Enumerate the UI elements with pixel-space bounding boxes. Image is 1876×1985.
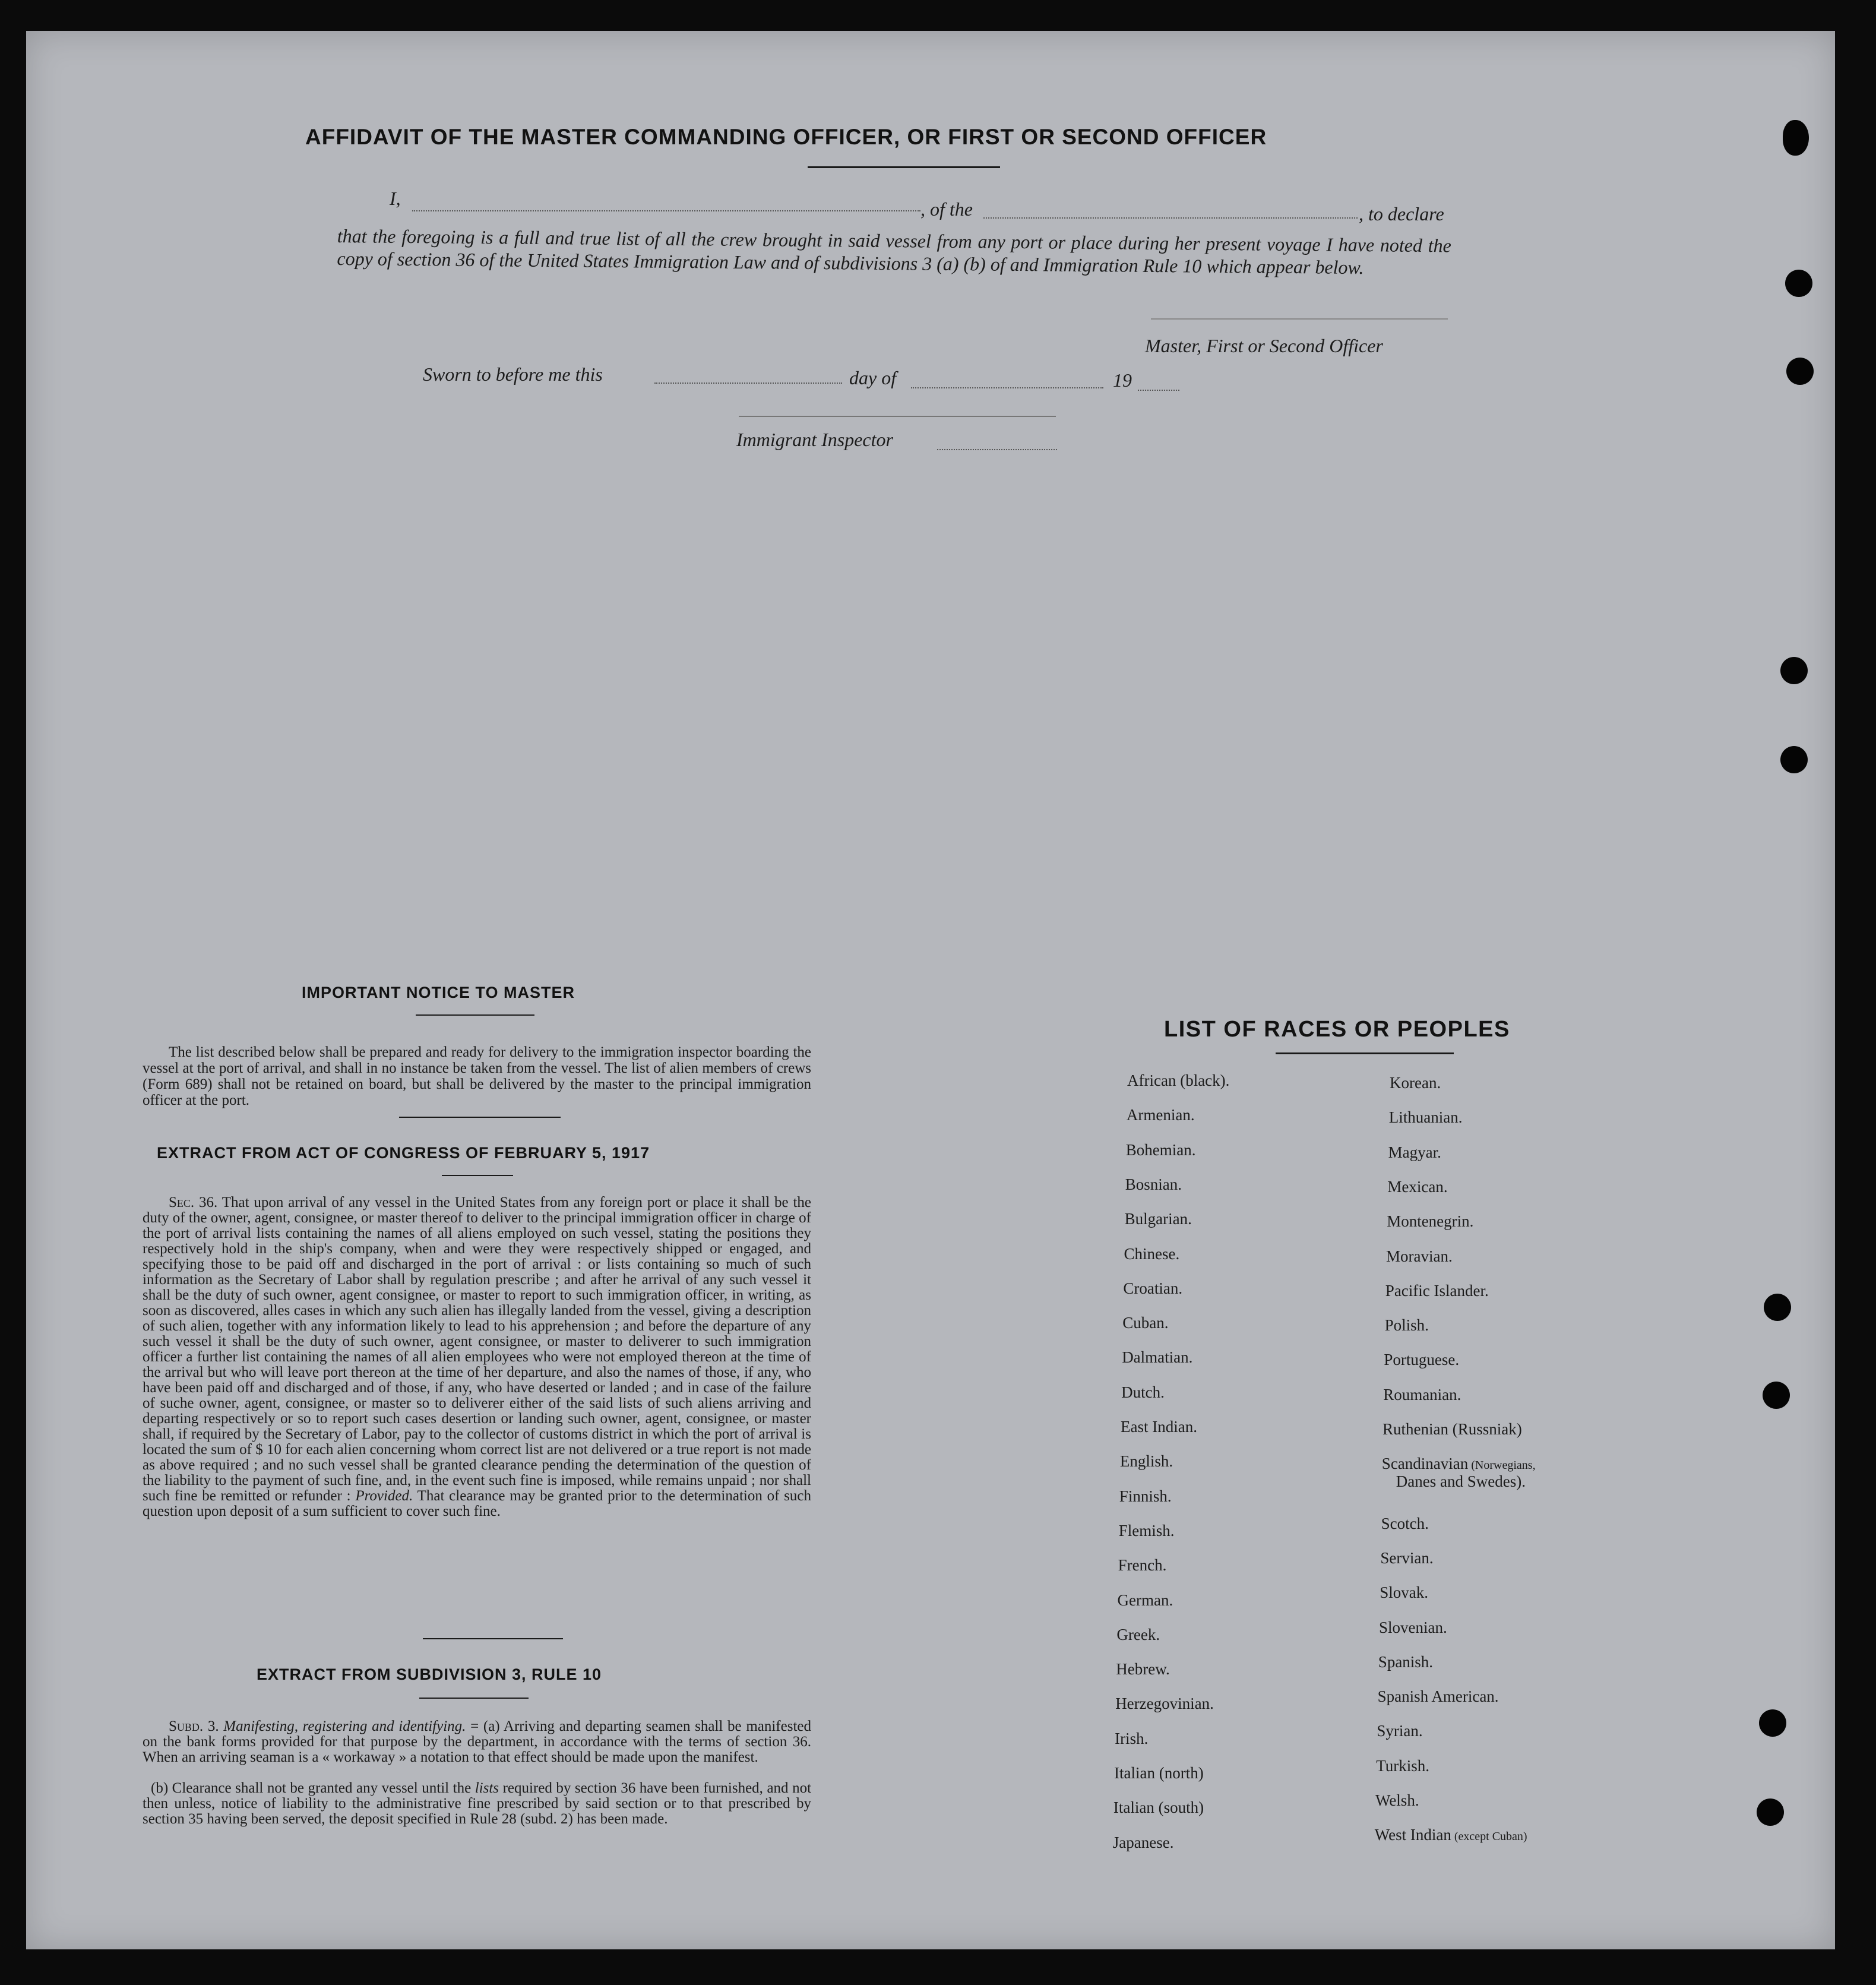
race-item: Slovenian. bbox=[1379, 1618, 1447, 1636]
signature-label: Master, First or Second Officer bbox=[1145, 335, 1383, 356]
race-item: West Indian (except Cuban) bbox=[1374, 1826, 1527, 1844]
race-item: Scotch. bbox=[1381, 1514, 1429, 1532]
rule-text-b bbox=[143, 1781, 811, 1827]
act-underline bbox=[442, 1175, 513, 1176]
punch-hole bbox=[1763, 1382, 1790, 1409]
act-provided: Provided. bbox=[355, 1488, 413, 1504]
race-item: Slovak. bbox=[1380, 1583, 1428, 1602]
race-item: English. bbox=[1119, 1452, 1173, 1471]
affidavit-name-blank[interactable] bbox=[412, 210, 920, 211]
rule-subd-label: Subd. 3. bbox=[169, 1718, 219, 1734]
race-item: Roumanian. bbox=[1383, 1385, 1461, 1404]
race-item: Lithuanian. bbox=[1388, 1108, 1463, 1127]
notice-title: IMPORTANT NOTICE TO MASTER bbox=[302, 984, 575, 1001]
race-item: Bosnian. bbox=[1125, 1175, 1182, 1193]
race-item: Montenegrin. bbox=[1387, 1212, 1474, 1231]
race-item: Armenian. bbox=[1126, 1106, 1195, 1124]
affidavit-to-declare-label: , to declare bbox=[1359, 203, 1444, 225]
year-prefix: 19 bbox=[1113, 369, 1132, 391]
day-of-label: day of bbox=[849, 367, 897, 388]
race-item: African (black). bbox=[1127, 1071, 1230, 1089]
race-item: Mexican. bbox=[1387, 1177, 1448, 1196]
scandinavian-note: (Norwegians, bbox=[1468, 1459, 1536, 1472]
affidavit-of-the-label: , of the bbox=[920, 198, 973, 220]
notice-text: The list described below shall be prepared and ready for delivery to the immigration inspector boarding the vessel at the port of arrival, and shall in no instance be taken from the vessel. The list of alien members of crews (Form 689) shall not be retained on board, but shall be delivered by the master to the principal immigration officer at the port. bbox=[143, 1044, 811, 1108]
race-item: Moravian. bbox=[1386, 1247, 1453, 1265]
races-title: LIST OF RACES OR PEOPLES bbox=[1164, 1017, 1510, 1042]
title-underline bbox=[808, 166, 1000, 168]
race-item: Spanish. bbox=[1378, 1652, 1434, 1671]
punch-hole bbox=[1786, 358, 1814, 385]
rule-b-body-2: required by section 36 have been furnished, and not then unless, notice of liability to the administrative fine prescribed by said section or to that prescribed by section 35 having been served, the deposit specified in Rule 28 (subd. 2) has been made. bbox=[143, 1780, 812, 1827]
act-rule bbox=[423, 1638, 563, 1639]
race-item: Ruthenian (Russniak) bbox=[1383, 1420, 1522, 1438]
race-item: Bohemian. bbox=[1125, 1140, 1196, 1159]
race-item: Polish. bbox=[1384, 1316, 1429, 1335]
race-item: Croatian. bbox=[1123, 1279, 1183, 1297]
race-item: Hebrew. bbox=[1116, 1660, 1170, 1679]
race-item: Korean. bbox=[1390, 1074, 1441, 1092]
sworn-label: Sworn to before me this bbox=[423, 364, 603, 385]
races-underline bbox=[1276, 1052, 1454, 1054]
race-item: Syrian. bbox=[1377, 1722, 1423, 1740]
punch-hole bbox=[1757, 1798, 1784, 1826]
race-item: Finnish. bbox=[1119, 1487, 1172, 1505]
inspector-label: Immigrant Inspector bbox=[736, 429, 893, 450]
rule-a-body: = (a) Arriving and departing seamen shall be manifested on the bank forms provided for that purpose by the department, in accordance with the terms of section 36. When an arriving seaman is a « workaway » a notation to that effect should be made upon the manifest. bbox=[143, 1718, 811, 1765]
race-item: Greek. bbox=[1116, 1625, 1160, 1643]
act-body-end: That clearance may be granted prior to the determination of such question upon deposit of a sum sufficient to cover such fine. bbox=[143, 1488, 812, 1519]
punch-hole bbox=[1785, 270, 1812, 297]
race-item: Irish. bbox=[1115, 1729, 1149, 1747]
race-item: Bulgarian. bbox=[1124, 1210, 1192, 1228]
west-indian-note: (except Cuban) bbox=[1451, 1830, 1527, 1844]
punch-hole bbox=[1780, 657, 1808, 684]
race-item: German. bbox=[1117, 1591, 1173, 1609]
race-item: Italian (south) bbox=[1113, 1798, 1204, 1817]
signature-blank[interactable] bbox=[1151, 318, 1448, 320]
punch-hole bbox=[1780, 746, 1808, 773]
affidavit-i-label: I, bbox=[390, 188, 401, 209]
race-item: Flemish. bbox=[1118, 1521, 1175, 1540]
race-item: Spanish American. bbox=[1377, 1687, 1499, 1706]
race-item: French. bbox=[1118, 1556, 1167, 1575]
document-page bbox=[26, 31, 1835, 1949]
race-item: Pacific Islander. bbox=[1385, 1281, 1489, 1300]
race-item: Servian. bbox=[1380, 1548, 1434, 1567]
rule-underline bbox=[419, 1698, 529, 1699]
affidavit-title: AFFIDAVIT OF THE MASTER COMMANDING OFFICER, OR FIRST OR SECOND OFFICER bbox=[305, 125, 1267, 149]
race-item: Cuban. bbox=[1122, 1314, 1169, 1332]
sworn-day-blank[interactable] bbox=[654, 383, 842, 384]
race-item: Dutch. bbox=[1121, 1383, 1165, 1401]
rule-title: EXTRACT FROM SUBDIVISION 3, RULE 10 bbox=[257, 1665, 602, 1683]
punch-hole bbox=[1764, 1294, 1791, 1321]
punch-hole bbox=[1783, 120, 1809, 156]
act-sec-label: Sec. 36. bbox=[169, 1194, 218, 1210]
race-item: Japanese. bbox=[1112, 1833, 1174, 1851]
scandinavian-note-line-2: Danes and Swedes). bbox=[1396, 1472, 1526, 1491]
race-item: Dalmatian. bbox=[1122, 1348, 1193, 1367]
inspector-name-blank[interactable] bbox=[937, 449, 1057, 450]
race-item: Magyar. bbox=[1388, 1143, 1441, 1161]
race-item: Chinese. bbox=[1124, 1244, 1180, 1263]
sworn-year-blank[interactable] bbox=[1138, 390, 1179, 391]
act-body: That upon arrival of any vessel in the United States from any foreign port or place it shall be the duty of the owner, agent, consignee, or master thereof to deliver to the principal immigration officer in charge of the port of arrival lists containing the names of all aliens employed on such vessel, stating the positions they respectively hold in the ship's company, when and were they were respectively shipped or engaged, and specifying those to be paid off and discharged in the port of arrival : or lists containing so much of such information as the Secretary of Labor shall by regulation prescribe ; and after he arrival of any such vessel it shall be the duty of such owner, agent consignee, or master to report to such immigration officer, in writing, as soon as discovered, alles cases in which any such alien has illegally landed from the vessel, giving a description of such alien, together with any information likely to lead to his apprehension ; and before the departure of any such vessel it shall be the duty of such owner, agent consignee, or master to deliverer to such immigration officer a further list containing the names of all alien employees who were not employed thereon at the time of the arrival but who will leave port thereon at the time of her departure, and also the names of those, if any, who have been paid off and discharged and of those, if any, who have deserted or landed ; and in case of the failure of suche owner, agent, consignee, or master so to deliverer either of the said lists of such aliens arriving and departing respectively or so to report such cases desertion or landing such owner, agent, consignee, or master shall, if required by the Secretary of Labor, pay to the collector of customs district in which the port of arrival is located the sum of $ 10 for each alien concerning whom correct list are not delivered or a true report is not made as above required ; and no such vessel shall be granted clearance pending the determination of the question of the liability to the payment of such fine, and, in the event such fine is imposed, while remains unpaid ; nor shall such fine be remitted or refunder : bbox=[143, 1194, 811, 1504]
race-item: Portuguese. bbox=[1384, 1351, 1460, 1369]
race-item: East Indian. bbox=[1121, 1418, 1197, 1436]
race-item: Italian (north) bbox=[1114, 1764, 1204, 1782]
race-item: Scandinavian (Norwegians, bbox=[1381, 1455, 1536, 1473]
notice-rule bbox=[399, 1117, 561, 1118]
notice-underline bbox=[416, 1014, 534, 1016]
affidavit-vessel-blank[interactable] bbox=[983, 217, 1358, 219]
punch-hole bbox=[1759, 1709, 1786, 1737]
rule-subd-heading: Manifesting, registering and identifying. bbox=[223, 1718, 466, 1734]
rule-b-lists: lists bbox=[474, 1780, 499, 1796]
act-title: EXTRACT FROM ACT OF CONGRESS OF FEBRUARY 5, 1917 bbox=[157, 1144, 650, 1162]
sworn-month-blank[interactable] bbox=[911, 387, 1103, 388]
act-text bbox=[143, 1195, 811, 1519]
race-item: Welsh. bbox=[1375, 1791, 1419, 1809]
inspector-sign-blank[interactable] bbox=[739, 416, 1056, 417]
rule-text-a bbox=[143, 1719, 811, 1765]
race-item: Turkish. bbox=[1376, 1756, 1429, 1775]
race-item: Herzegovinian. bbox=[1115, 1695, 1214, 1713]
rule-b-body-1: (b) Clearance shall not be granted any vessel until the bbox=[151, 1780, 472, 1796]
affidavit-body: that the foregoing is a full and true list of all the crew brought in said vessel from any port or place during her present voyage I have noted the copy of section 36 of the United States Immigration Law and of subdivisions 3 (a) (b) of and Immigration Rule 10 which appear below. bbox=[337, 225, 1451, 279]
